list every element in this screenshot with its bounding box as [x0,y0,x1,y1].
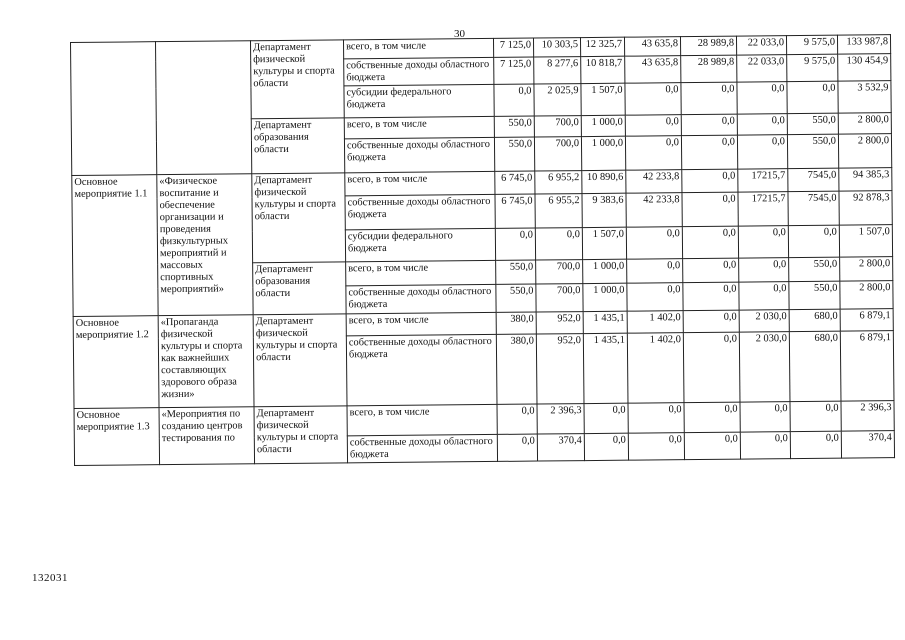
amount-cell: 1 435,1 [583,333,628,403]
responsible-agency-cell: Департамент физической культуры и спорта области [250,40,344,119]
amount-cell: 0,0 [740,402,790,432]
responsible-agency-cell: Департамент физической культуры и спорта области [254,406,348,464]
page-number: 30 [454,28,465,40]
amount-cell: 0,0 [739,258,789,282]
total-amount-cell: 1 507,0 [839,225,892,258]
amount-cell: 0,0 [788,225,839,257]
amount-cell: 0,0 [628,433,684,461]
total-amount-cell: 92 878,3 [839,191,892,226]
amount-cell: 700,0 [536,260,583,284]
amount-cell: 1 000,0 [581,136,625,170]
amount-cell: 12 325,7 [580,37,624,56]
funding-source-cell: собственные доходы областного бюджета [346,334,497,405]
amount-cell: 42 233,8 [626,193,682,228]
responsible-agency-cell: Департамент физической культуры и спорта области [252,173,346,263]
total-amount-cell: 2 800,0 [840,257,893,282]
amount-cell: 0,0 [682,226,738,259]
amount-cell: 700,0 [536,284,583,312]
amount-cell: 0,0 [627,283,683,312]
amount-cell: 1 507,0 [582,227,626,259]
amount-cell: 0,0 [737,114,787,135]
document-sheet [70,34,894,466]
amount-cell: 1 402,0 [627,311,683,334]
amount-cell: 6 955,2 [535,171,582,194]
amount-cell: 952,0 [536,312,583,334]
budget-table [70,34,895,466]
amount-cell: 0,0 [740,432,790,459]
measure-name-cell: Основное мероприятие 1.3 [74,408,160,466]
amount-cell: 1 435,1 [583,311,627,333]
amount-cell: 28 989,8 [680,36,736,56]
amount-cell: 700,0 [534,137,581,171]
amount-cell: 952,0 [536,334,584,404]
amount-cell: 0,0 [625,115,681,137]
amount-cell: 0,0 [682,192,738,227]
amount-cell: 550,0 [494,116,534,137]
amount-cell: 550,0 [787,113,838,134]
amount-cell: 0,0 [494,84,534,116]
amount-cell: 43 635,8 [625,56,681,84]
amount-cell: 0,0 [497,404,537,434]
amount-cell: 10 890,6 [582,170,626,193]
total-amount-cell: 370,4 [841,431,894,459]
funding-source-cell: всего, в том числе [347,404,497,435]
amount-cell: 0,0 [584,433,628,460]
funding-source-cell: всего, в том числе [344,116,494,138]
amount-cell: 0,0 [628,403,684,434]
amount-cell: 0,0 [681,135,737,170]
amount-cell: 8 277,6 [534,57,581,84]
amount-cell: 550,0 [494,137,534,171]
amount-cell: 43 635,8 [624,37,680,57]
amount-cell: 7545,0 [788,191,839,225]
funding-source-cell: всего, в том числе [345,171,495,195]
measure-name-cell: Основное мероприятие 1.1 [72,175,158,317]
amount-cell: 550,0 [789,257,840,281]
measure-name-cell: Основное мероприятие 1.2 [73,316,159,409]
amount-cell: 550,0 [789,281,840,309]
amount-cell: 0,0 [790,431,841,458]
funding-source-cell: субсидии федерального бюджета [344,84,494,117]
total-amount-cell: 6 879,1 [840,309,893,332]
funding-source-cell: собственные доходы областного бюджета [344,57,494,85]
total-amount-cell: 94 385,3 [839,168,892,192]
amount-cell: 0,0 [627,259,683,284]
amount-cell: 9 575,0 [787,54,838,81]
amount-cell: 1 000,0 [583,283,627,311]
amount-cell: 0,0 [681,82,737,115]
amount-cell: 0,0 [790,401,841,431]
amount-cell: 0,0 [683,332,740,403]
amount-cell: 22 033,0 [736,36,786,55]
funding-source-cell: собственные доходы областного бюджета [347,434,497,462]
amount-cell: 6 745,0 [495,171,535,194]
responsible-agency-cell: Департамент образования области [253,262,346,315]
amount-cell: 380,0 [496,312,536,334]
measure-description-cell: «Физическое воспитание и обеспечение организации и проведения физкультурных мероприятий и массовых спортивных мероприятий» [157,174,253,316]
total-amount-cell: 2 800,0 [840,281,893,310]
total-amount-cell: 2 396,3 [841,401,894,432]
amount-cell: 550,0 [496,284,536,312]
amount-cell: 42 233,8 [626,170,682,194]
amount-cell: 680,0 [789,309,840,331]
amount-cell: 0,0 [625,136,681,171]
amount-cell: 0,0 [684,432,740,460]
responsible-agency-cell: Департамент физической культуры и спорта области [253,314,347,407]
funding-source-cell: всего, в том числе [346,312,496,335]
amount-cell: 6 745,0 [495,194,535,228]
amount-cell: 7545,0 [788,168,839,191]
amount-cell: 680,0 [789,331,841,401]
amount-cell: 10 818,7 [581,56,625,83]
amount-cell: 2 030,0 [739,310,789,332]
amount-cell: 550,0 [496,260,536,284]
amount-cell: 1 402,0 [627,333,684,404]
funding-source-cell: субсидии федерального бюджета [345,228,495,261]
amount-cell: 0,0 [625,83,681,116]
document-code: 132031 [32,572,68,584]
amount-cell: 0,0 [684,402,740,433]
measure-name-cell [71,42,157,176]
amount-cell: 0,0 [737,82,787,114]
amount-cell: 17215,7 [738,192,788,226]
amount-cell: 0,0 [739,282,789,310]
amount-cell: 17215,7 [738,169,788,192]
measure-description-cell: «Мероприятия по созданию центров тестирования по [159,407,255,465]
amount-cell: 1 000,0 [583,259,627,283]
total-amount-cell: 6 879,1 [840,331,894,402]
funding-source-cell: собственные доходы областного бюджета [344,137,494,172]
total-amount-cell: 3 532,9 [838,81,891,114]
measure-description-cell [156,41,252,175]
amount-cell: 9 575,0 [786,35,837,54]
amount-cell: 0,0 [626,227,682,260]
amount-cell: 0,0 [535,228,582,260]
total-amount-cell: 130 454,9 [838,54,891,82]
table-body [71,35,895,466]
total-amount-cell: 133 987,8 [837,35,890,55]
funding-source-cell: собственные доходы областного бюджета [345,194,495,229]
total-amount-cell: 2 800,0 [838,134,891,169]
funding-source-cell: всего, в том числе [343,38,493,58]
amount-cell: 7 125,0 [493,38,533,57]
funding-source-cell: собственные доходы областного бюджета [346,284,496,313]
amount-cell: 22 033,0 [737,55,787,82]
amount-cell: 2 030,0 [739,332,790,402]
funding-source-cell: всего, в том числе [346,260,496,285]
amount-cell: 370,4 [537,434,584,461]
amount-cell: 550,0 [787,134,838,168]
amount-cell: 0,0 [737,135,787,169]
amount-cell: 0,0 [682,169,738,193]
amount-cell: 0,0 [497,434,537,461]
amount-cell: 6 955,2 [535,194,582,228]
amount-cell: 0,0 [787,81,838,113]
measure-description-cell: «Пропаганда физической культуры и спорта как важнейших составляющих здорового образа жизни» [158,315,254,408]
amount-cell: 1 507,0 [581,83,625,115]
responsible-agency-cell: Департамент образования области [251,118,345,174]
amount-cell: 28 989,8 [681,55,737,83]
amount-cell: 9 383,6 [582,193,626,227]
amount-cell: 0,0 [495,228,535,260]
amount-cell: 700,0 [534,116,581,137]
amount-cell: 10 303,5 [533,38,580,57]
amount-cell: 0,0 [683,258,739,283]
amount-cell: 1 000,0 [581,115,625,136]
amount-cell: 0,0 [683,310,739,333]
amount-cell: 7 125,0 [494,57,534,84]
amount-cell: 0,0 [584,403,628,433]
amount-cell: 0,0 [683,282,739,311]
amount-cell: 0,0 [681,114,737,136]
amount-cell: 2 396,3 [537,404,584,434]
total-amount-cell: 2 800,0 [838,113,891,135]
amount-cell: 380,0 [496,334,537,404]
amount-cell: 2 025,9 [534,84,581,116]
amount-cell: 0,0 [738,226,788,258]
